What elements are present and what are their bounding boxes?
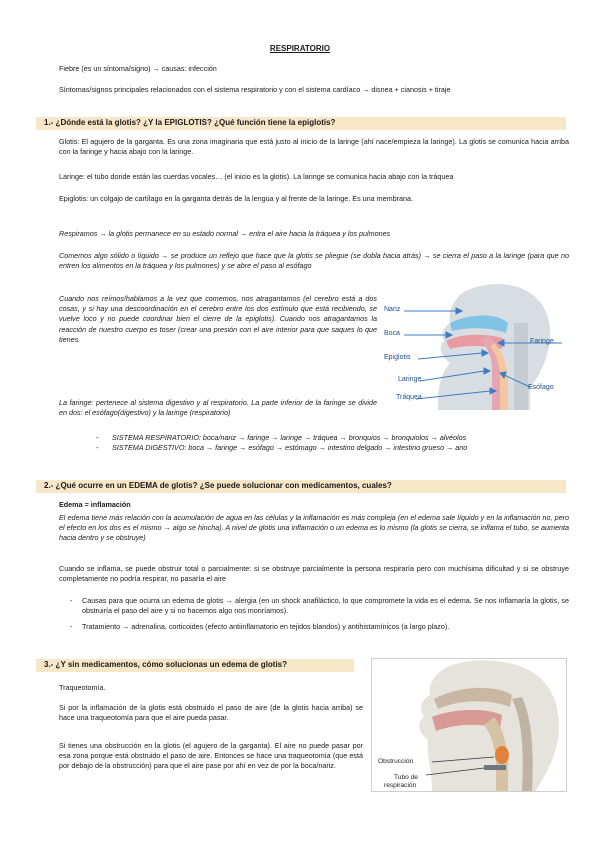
label-boca: Boca — [384, 330, 400, 337]
label-epiglotis: Epiglotis — [384, 354, 411, 361]
q1-faringe: La faringe: pertenece al sistema digestivo y al respiratorio. La parte inferior de la faringe se divide en dos: el esófago(digestivo) y la laringe (respiratorio) — [59, 398, 377, 418]
label-faringe: Faringe — [530, 338, 554, 345]
q1-comemos: Comemos algo sólido o líquido → se produce un reflejo que hace que la glotis se pliegue (se dobla hacia atrás) → se cierra el paso a la laringe (para que no entren los alimentos en la tráquea y los pulmones) y se abre el paso al esófago — [59, 251, 569, 271]
label-nariz: Nariz — [384, 306, 401, 313]
q2-bullets — [66, 596, 569, 633]
q2-edema-text: El edema tiene más relación con la acumulación de agua en las células y la inflamación es más compleja (en el edema sale líquido y en la inflamación no, pero el efecto en los dos es el mismo → algo se hincha). A nivel de glotis una inflamación o un edema es lo mismo (la glotis se cierra, se inflama el tubo, se aumenta hacia dentro y se obstruye) — [59, 513, 569, 543]
label-obstruccion: Obstrucción — [378, 758, 414, 765]
q1-reimos: Cuando nos reímos/hablamos a la vez que comemos, nos atragantamos (el cerebro está a dos cosas, y si hay una descoordinación en el cerebro entre los dos estímulo que está recibiendo, se vuelve loco y no puede coordinar bien el cierre de la epiglotis). Cuando nos atragantamos la reacción de nuestro cuerpo es toser (crear una presión con el aire interior para que saques lo que tienes. — [59, 294, 377, 344]
q1-respiramos: Respiramos → la glotis permanece en su estado normal → entra el aire hacia la tráquea y los pulmones — [59, 229, 391, 238]
obstruction-mark — [495, 746, 509, 764]
q1-epiglotis: Epiglotis: un colgajo de cartílago en la garganta detrás de la lengua y al frente de la laringe. Es una membrana. — [59, 194, 414, 203]
question-1-title: 1.- ¿Dónde está la glotis? ¿Y la EPIGLOTIS? ¿Qué función tiene la epiglotis? — [44, 118, 336, 127]
tracheotomy-illustration — [372, 659, 566, 791]
q2-edema-definition: Edema = inflamación — [59, 500, 131, 509]
q3-traqueotomia: Traqueotomía. — [59, 683, 106, 692]
anatomy-figure — [380, 283, 567, 410]
list-item: - Causas para que ocurra un edema de glotis → alergia (en un shock anafiláctico, lo que compromete la vida es el edema. Se nos inflamaría la glotis, se obstruiría el paso del aire y si no hacemos algo nos moriríamos). — [66, 596, 569, 616]
question-3-title: 3.- ¿Y sin medicamentos, cómo solucionas un edema de glotis? — [44, 660, 288, 669]
list-item: - Tratamiento → adrenalina, corticoides (efecto antiinflamatorio en tejidos blandos) y antihistamínicos (a largo plazo). — [66, 622, 569, 632]
label-traquea: Tráquea — [396, 394, 422, 401]
breathing-tube — [484, 765, 506, 770]
q3-paragraph-2: Si tienes una obstrucción en la glotis (el agujero de la garganta). El aire no puede pasar por esa zona porque está obstruido el paso de aire. Entonces se hace una traqueotomía (que está por debajo de la obstrucción) para que el aire pase por ahí en vez de por la boca/nariz. — [59, 741, 363, 771]
label-tubo-line-1: Tubo de — [394, 774, 418, 781]
list-item: - SISTEMA DIGESTIVO: boca → faringe → esófago → estómago → intestino delgado → intestino grueso → ano — [90, 443, 570, 453]
intro-sintomas: Síntomas/signos principales relacionados con el sistema respiratorio y con el sistema cardíaco → disnea + cianosis + tiraje — [59, 85, 451, 94]
intro-fiebre: Fiebre (es un síntoma/signo) → causas: infección — [59, 64, 217, 73]
q2-inflama: Cuando se inflama, se puede obstruir total o parcialmente: si se obstruye parcialmente la persona respiraría pero con muchísima dificultad y si se obstruye completamente no podría respirar, no pasaría el aire — [59, 564, 569, 584]
page-title: RESPIRATORIO — [269, 44, 331, 53]
q3-paragraph-1: Si por la inflamación de la glotis está obstruido el paso de aire (de la glotis hacia arriba) se hace una traqueotomía para que el aire pueda pasar. — [59, 703, 363, 723]
list-item: - SISTEMA RESPIRATORIO: boca/nariz → faringe → laringe → tráquea → bronquios → bronquiolos → alvéolos — [90, 433, 570, 443]
q1-glotis: Glotis: El agujero de la garganta. Es una zona imaginaria que está justo al inicio de la laringe (ahí nace/empieza la laringe). La glotis se comunica hacia arriba con la faringe y hacia abajo con la laringe. — [59, 137, 569, 157]
q1-systems-list — [90, 433, 570, 453]
label-laringe: Laringe — [398, 376, 422, 383]
label-esofago: Esófago — [528, 384, 554, 391]
question-2-title: 2.- ¿Qué ocurre en un EDEMA de glotis? ¿Se puede solucionar con medicamentos, cuales? — [44, 481, 392, 490]
q1-laringe: Laringe: el tubo donde están las cuerdas vocales… (el inicio es la glotis). La laringe se comunica hacia abajo con la tráquea — [59, 172, 454, 181]
tracheotomy-figure — [371, 658, 567, 792]
label-tubo-line-2: respiración — [384, 782, 417, 789]
